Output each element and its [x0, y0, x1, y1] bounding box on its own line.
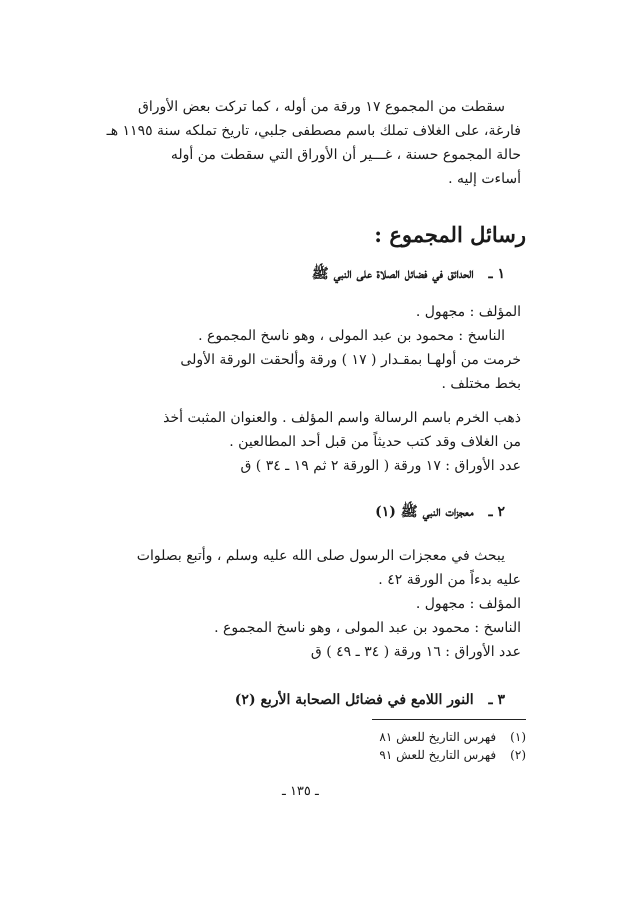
text-line: فارغة، على الغلاف تملك باسم مصطفى جلبي، تاريخ تملكه سنة ١١٩٥ هـ	[106, 123, 521, 139]
entry-number: ٣ ـ	[488, 692, 505, 708]
text-line: أساءت إليه .	[448, 171, 521, 187]
copyist-line: الناسخ : محمود بن عبد المولى ، وهو ناسخ المجموع .	[214, 620, 521, 636]
footnote-mark: (٢)	[510, 748, 526, 762]
intro-paragraph	[106, 95, 521, 191]
text-line: حالة المجموع حسنة ، غـــير أن الأوراق التي سقطت من أوله	[170, 147, 521, 163]
entry-number: ٢ ـ	[488, 504, 505, 520]
text-line: بخط مختلف .	[441, 376, 521, 392]
entry-2-body	[111, 544, 521, 664]
entry-title-text: الحدائق في فضائل الصلاة على النبي ﷺ	[311, 266, 474, 282]
footnote-text: فهرس التاريخ للعش ٩١	[379, 748, 497, 762]
footnote	[379, 746, 526, 764]
entry-1-title	[111, 262, 521, 286]
entry-2-title	[111, 500, 521, 524]
author-line: المؤلف : مجهول .	[415, 596, 521, 612]
footnote-mark: (١)	[510, 730, 526, 744]
text-line: سقطت من المجموع ١٧ ورقة من أوله ، كما تركت بعض الأوراق	[137, 99, 505, 115]
entry-3-title	[111, 688, 521, 712]
footnote	[379, 728, 526, 746]
entry-title-text: النور اللامع في فضائل الصحابة الأربع (٢)	[234, 692, 474, 708]
text-line: من الغلاف وقد كتب حديثاً من قبل أحد المطالعين .	[229, 434, 521, 450]
entry-1-notes	[111, 406, 521, 478]
entry-number: ١ ـ	[488, 266, 505, 282]
folio-count-line: عدد الأوراق : ١٦ ورقة ( ٣٤ ـ ٤٩ ) ق	[310, 644, 521, 660]
page-number: ـ ١٣٥ ـ	[282, 784, 319, 799]
copyist-line: الناسخ : محمود بن عبد المولى ، وهو ناسخ المجموع .	[198, 328, 505, 344]
entry-1-body	[111, 300, 521, 396]
entry-title-text: معجزات النبي ﷺ (١)	[375, 504, 474, 520]
text-line: ذهب الخرم باسم الرسالة واسم المؤلف . والعنوان المثبت أخذ	[163, 410, 521, 426]
footnote-text: فهرس التاريخ للعش ٨١	[379, 730, 497, 744]
text-line: خرمت من أولهـا بمقـدار ( ١٧ ) ورقة وألحقت الورقة الأولى	[180, 352, 521, 368]
folio-count-line: عدد الأوراق : ١٧ ورقة ( الورقة ٢ ثم ١٩ ـ ٣٤ ) ق	[240, 458, 521, 474]
author-line: المؤلف : مجهول .	[415, 304, 521, 320]
footnote-divider	[372, 719, 526, 720]
text-line: يبحث في معجزات الرسول صلى الله عليه وسلم ، وأتبع بصلوات	[136, 548, 505, 564]
section-heading: رسائل المجموع :	[374, 222, 526, 247]
text-line: عليه بدءاً من الورقة ٤٢ .	[378, 572, 521, 588]
